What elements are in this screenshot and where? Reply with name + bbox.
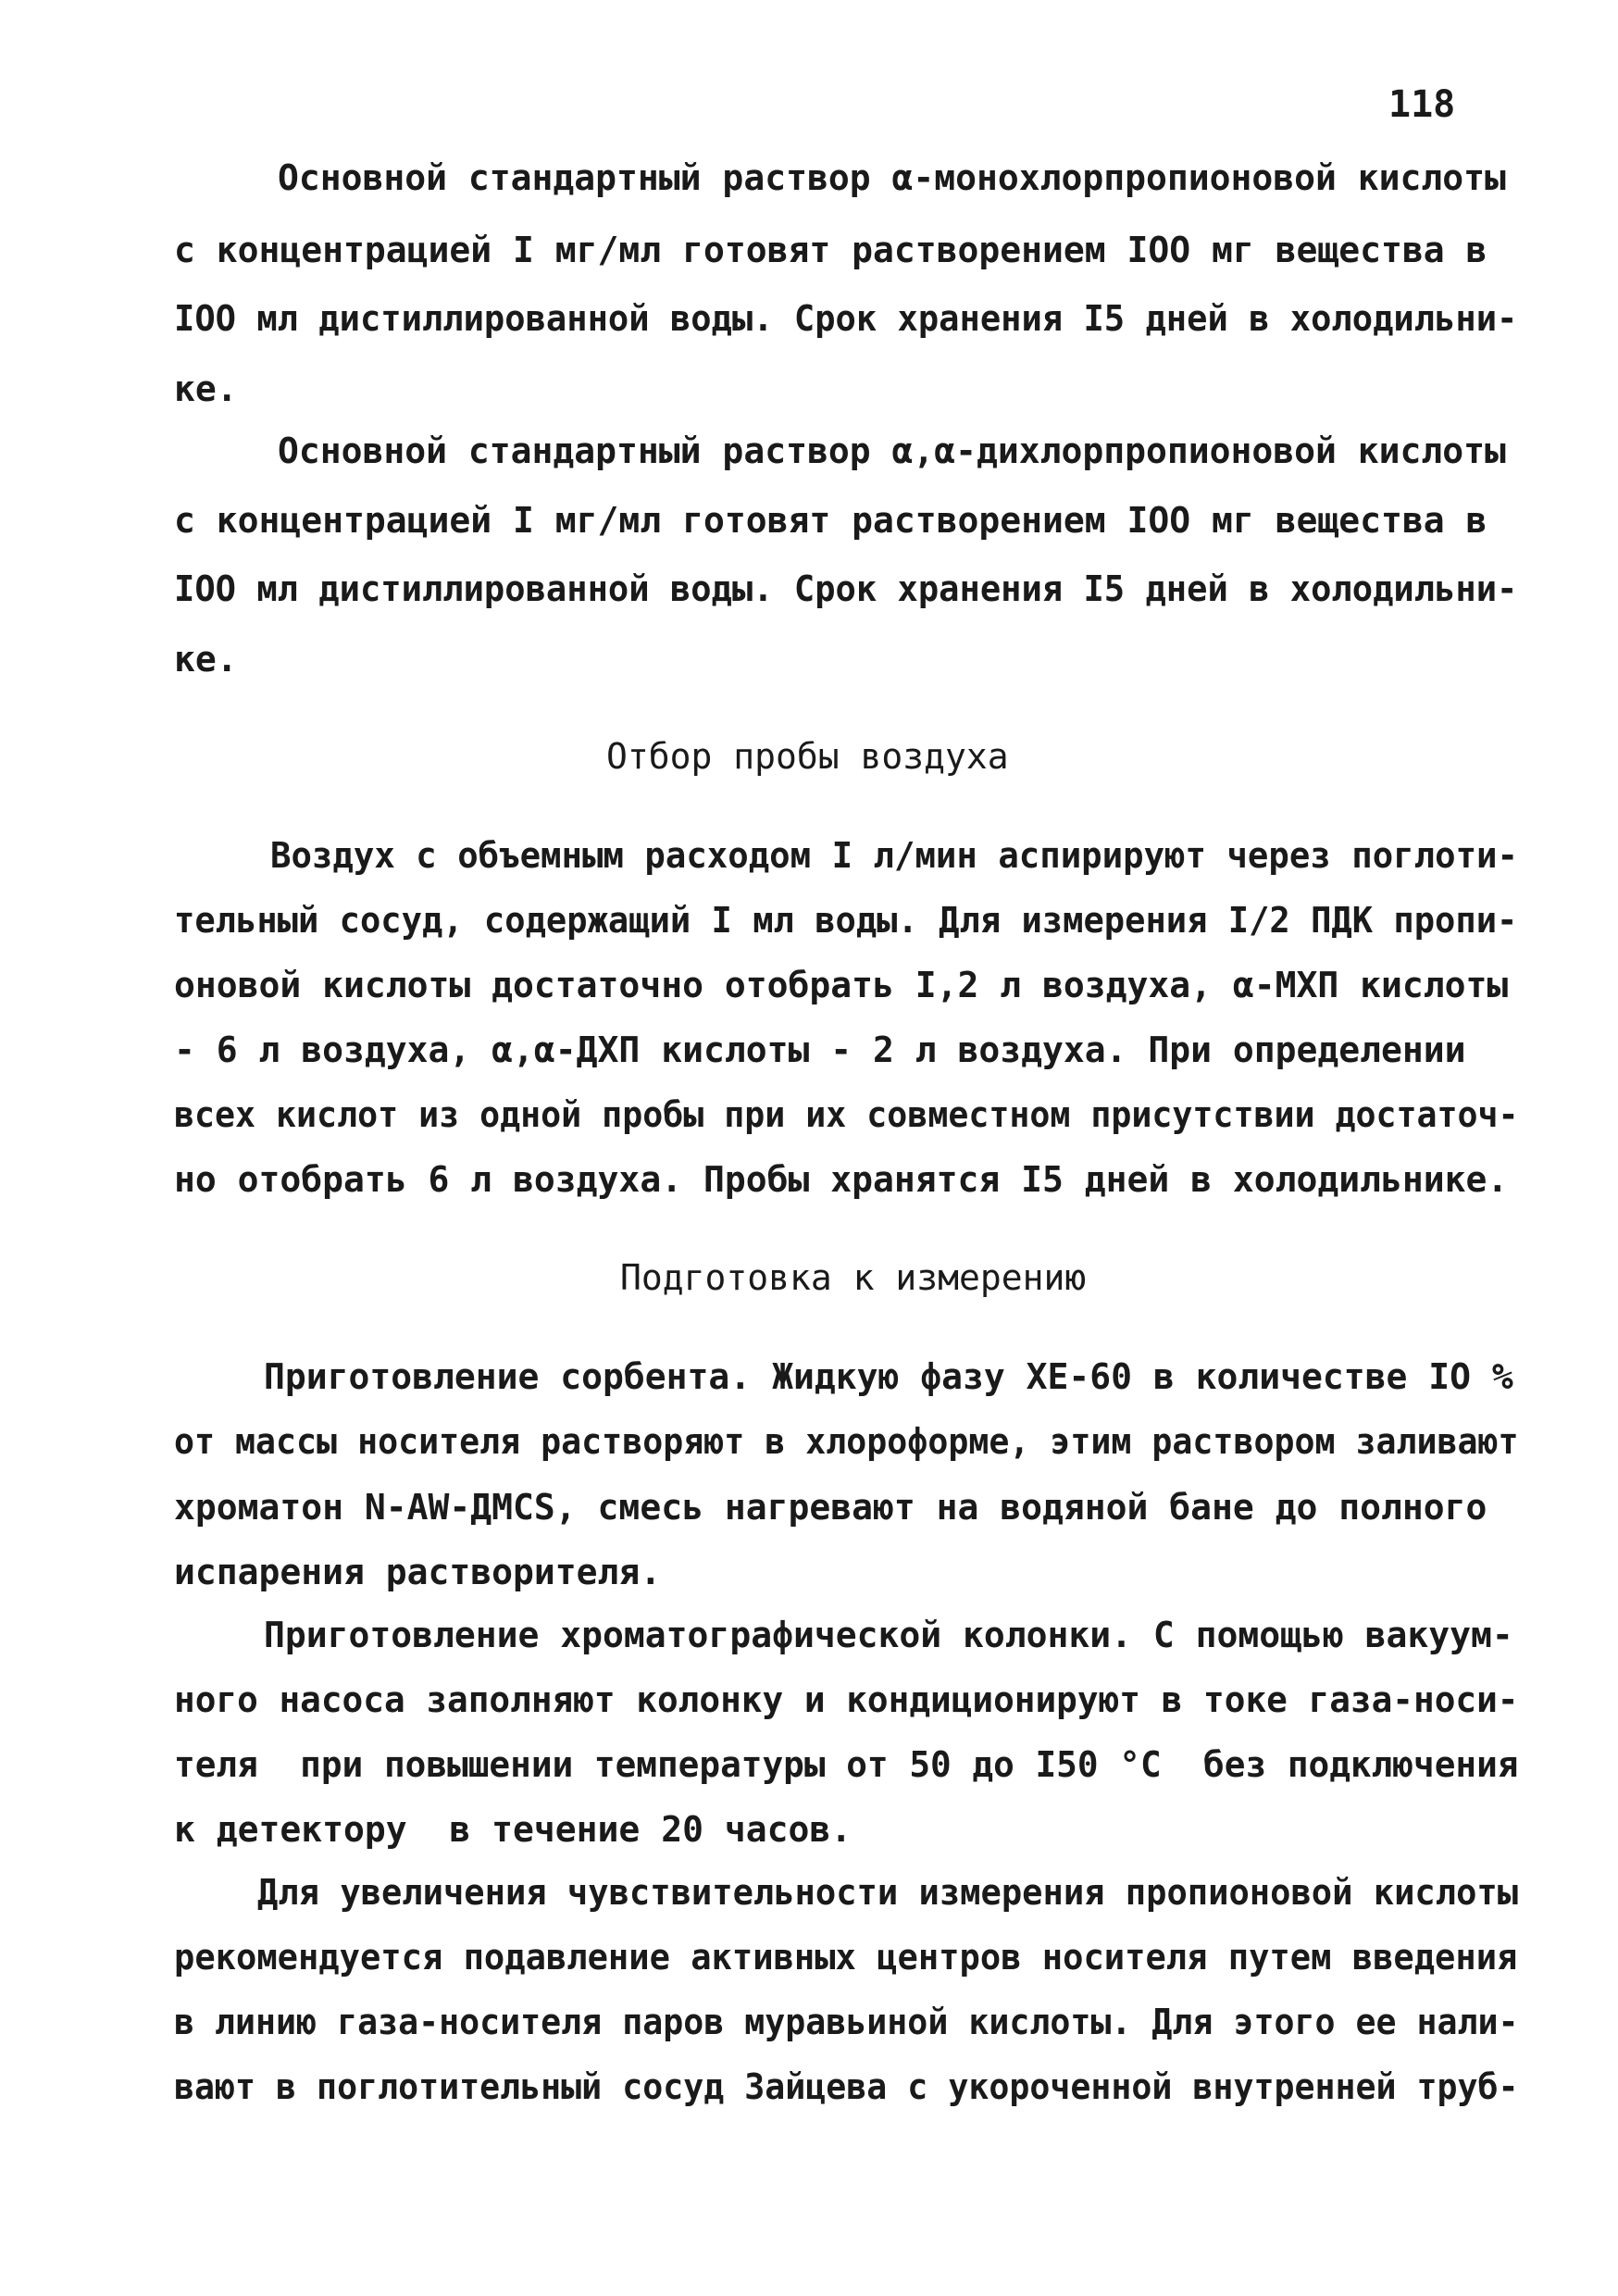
p5-line-3: теля при повышении температуры от 50 до I50 °С без подключения [174, 1744, 1519, 1785]
p6-line-1: Для увеличения чувствительности измерения пропионовой кислоты [257, 1872, 1519, 1913]
p4-line-4: испарения растворителя. [174, 1552, 662, 1592]
page-number: 118 [1388, 83, 1456, 126]
section-heading-sampling: Отбор пробы воздуха [606, 736, 1009, 777]
p4-line-3: хроматон N-AW-ДМCS, смесь нагревают на водяной бане до полного [174, 1487, 1487, 1528]
p3-line-5: всех кислот из одной пробы при их совместном присутствии достаточ- [174, 1094, 1519, 1135]
p3-line-2: тельный сосуд, содержащий I мл воды. Для измерения I/2 ПДК пропи- [174, 900, 1518, 941]
p1-line-1: Основной стандартный раствор α-монохлорпропионовой кислоты [278, 157, 1506, 198]
p6-line-2: рекомендуется подавление активных центров носителя путем введения [174, 1937, 1518, 1978]
p4-line-2: от массы носителя растворяют в хлороформе, этим раствором заливают [174, 1421, 1519, 1462]
p1-line-3: IOO мл дистиллированной воды. Срок хранения I5 дней в холодильни- [174, 298, 1518, 339]
p4-line-1: Приготовление сорбента. Жидкую фазу ХЕ-60 в количестве IO % [264, 1356, 1513, 1397]
p5-line-1: Приготовление хроматографической колонки. С помощью вакуум- [264, 1615, 1513, 1655]
p3-line-6: но отобрать 6 л воздуха. Пробы хранятся I5 дней в холодильнике. [174, 1159, 1509, 1200]
p2-line-1: Основной стандартный раствор α,α-дихлорпропионовой кислоты [278, 430, 1506, 471]
p1-line-2: с концентрацией I мг/мл готовят растворением IOO мг вещества в [174, 230, 1487, 270]
p1-line-4: ке. [174, 368, 238, 409]
section-heading-preparation: Подготовка к измерению [620, 1257, 1087, 1298]
p5-line-2: ного насоса заполняют колонку и кондиционируют в токе газа-носи- [174, 1679, 1519, 1720]
p2-line-2: с концентрацией I мг/мл готовят растворением IOO мг вещества в [174, 500, 1487, 541]
p6-line-4: вают в поглотительный сосуд Зайцева с укороченной внутренней труб- [174, 2066, 1519, 2107]
p2-line-4: ке. [174, 639, 238, 680]
p3-line-4: - 6 л воздуха, α,α-ДХП кислоты - 2 л воздуха. При определении [174, 1029, 1466, 1070]
p2-line-3: IOO мл дистиллированной воды. Срок хранения I5 дней в холодильни- [174, 568, 1518, 609]
p6-line-3: в линию газа-носителя паров муравьиной кислоты. Для этого ее нали- [174, 2002, 1519, 2042]
p5-line-4: к детектору в течение 20 часов. [174, 1809, 853, 1850]
p3-line-3: оновой кислоты достаточно отобрать I,2 л воздуха, α-МХП кислоты [174, 965, 1509, 1005]
p3-line-1: Воздух с объемным расходом I л/мин аспирируют через поглоти- [270, 835, 1518, 876]
